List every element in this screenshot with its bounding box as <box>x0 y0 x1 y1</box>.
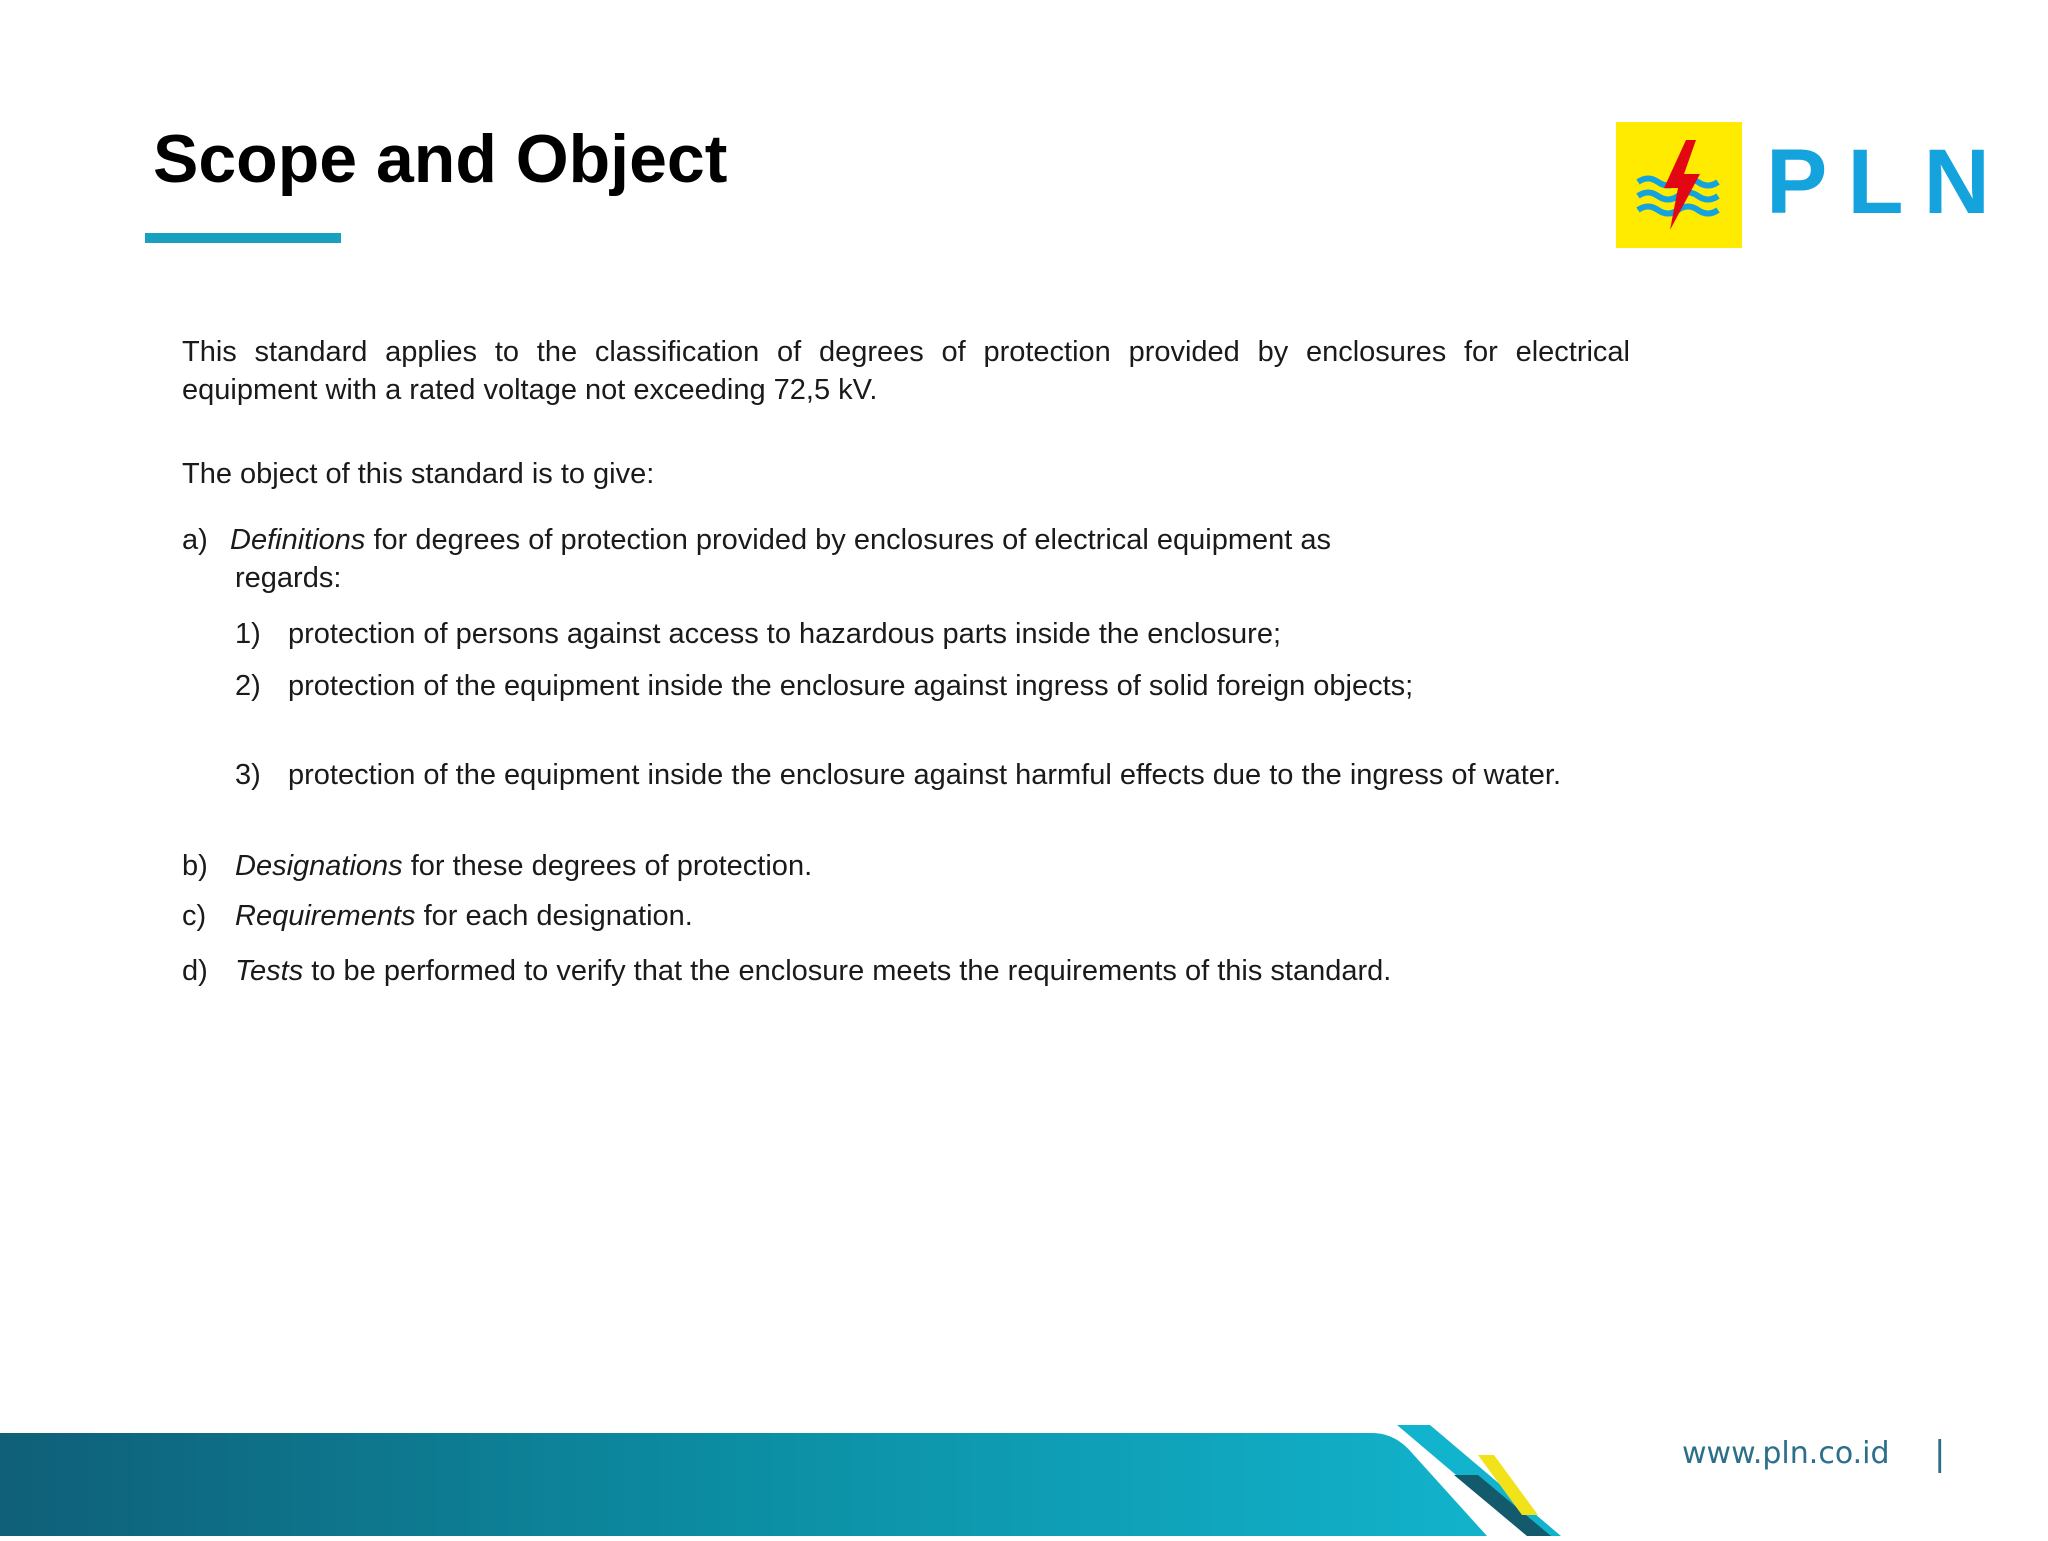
emphasis: Definitions <box>230 524 366 556</box>
pln-logo <box>1616 122 2010 248</box>
footer-separator: | <box>1934 1434 1946 1474</box>
list-item-text: protection of the equipment inside the enclosure against harmful effects due to the ingress of water. <box>288 759 1562 791</box>
list-item-text: Designations for these degrees of protection. <box>235 850 813 882</box>
list-item-text: Definitions for degrees of protection provided by enclosures of electrical equipment as <box>230 524 1332 556</box>
scope-paragraph: This standard applies to the classification of degrees of protection provided by enclosures for electrical equipment with a rated voltage not exceeding 72,5 kV. <box>182 336 1630 406</box>
pln-logo-text: PLN <box>1766 131 2010 233</box>
object-intro: The object of this standard is to give: <box>182 458 655 490</box>
footer-url[interactable]: www.pln.co.id <box>1682 1436 1890 1471</box>
list-marker: a) <box>182 524 208 556</box>
emphasis: Tests <box>235 955 304 987</box>
list-marker: 3) <box>235 759 261 791</box>
list-marker: 2) <box>235 670 261 702</box>
list-marker: c) <box>182 900 207 932</box>
list-item-text: protection of persons against access to hazardous parts inside the enclosure; <box>288 618 1282 650</box>
list-item-continuation: regards: <box>235 562 342 594</box>
list-item-text: protection of the equipment inside the enclosure against ingress of solid foreign objects; <box>288 670 1414 702</box>
list-marker: b) <box>182 850 208 882</box>
slide-title: Scope and Object <box>153 121 728 197</box>
list-item-text: Tests to be performed to verify that the enclosure meets the requirements of this standard. <box>235 955 1392 987</box>
list-item-text: Requirements for each designation. <box>235 900 693 932</box>
list-marker: d) <box>182 955 208 987</box>
list-marker: 1) <box>235 618 261 650</box>
title-underline <box>145 233 341 243</box>
emphasis: Designations <box>235 850 403 882</box>
pln-lightning-wave-icon <box>1616 122 1742 248</box>
emphasis: Requirements <box>235 900 416 932</box>
